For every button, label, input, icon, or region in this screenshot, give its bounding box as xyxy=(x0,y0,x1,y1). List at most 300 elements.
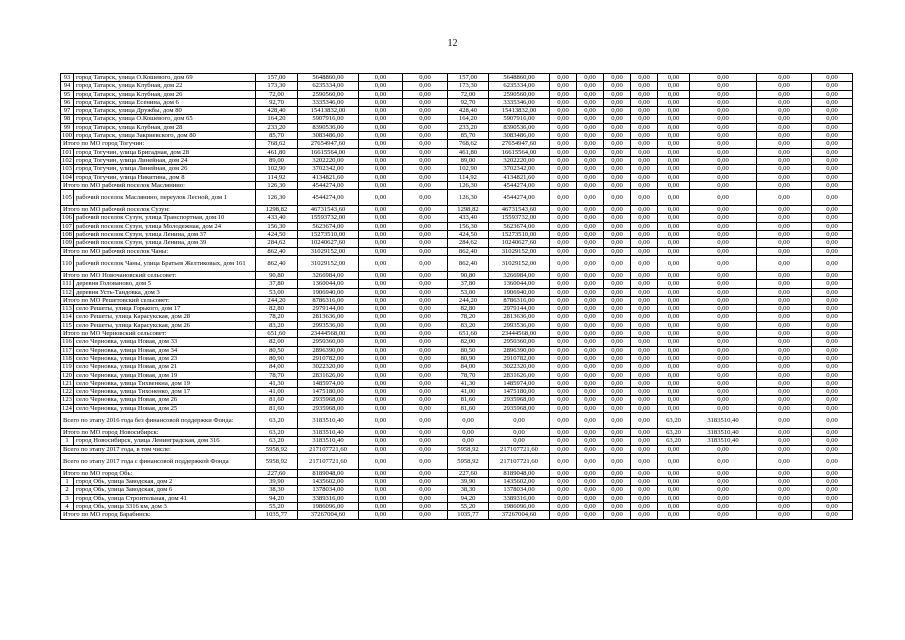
cell-value: 0,00 xyxy=(631,354,658,362)
cell-value: 0,00 xyxy=(550,98,577,106)
cell-value: 0,00 xyxy=(448,437,489,445)
cell-value: 8189048,00 xyxy=(298,469,359,477)
cell-value: 0,00 xyxy=(604,280,631,288)
cell-value: 0,00 xyxy=(658,469,690,477)
cell-value: 233,20 xyxy=(256,123,298,131)
row-address: город Татарск, улица О.Кошевого, дом 69 xyxy=(74,74,256,82)
cell-value: 0,00 xyxy=(631,305,658,313)
cell-value: 114,92 xyxy=(448,173,489,181)
cell-value: 0,00 xyxy=(658,74,690,82)
cell-value: 0,00 xyxy=(631,82,658,90)
cell-value: 78,20 xyxy=(256,313,298,321)
cell-value: 1378034,00 xyxy=(489,486,550,494)
table-row xyxy=(61,321,853,329)
cell-value: 156,30 xyxy=(448,222,489,230)
cell-value: 0,00 xyxy=(403,107,448,115)
cell-value: 0,00 xyxy=(812,486,853,494)
cell-value: 1986096,00 xyxy=(489,503,550,511)
cell-value: 0,00 xyxy=(604,190,631,206)
cell-value: 82,80 xyxy=(448,305,489,313)
cell-value: 0,00 xyxy=(604,453,631,469)
table-row xyxy=(61,445,853,453)
cell-value: 0,00 xyxy=(604,181,631,189)
cell-value: 0,00 xyxy=(577,247,604,255)
cell-value: 0,00 xyxy=(604,511,631,519)
row-address: село Черновка, улица Новая, дом 23 xyxy=(74,354,256,362)
cell-value: 0,00 xyxy=(550,313,577,321)
cell-value: 0,00 xyxy=(690,98,757,106)
cell-value: 0,00 xyxy=(359,346,403,354)
cell-value: 0,00 xyxy=(812,379,853,387)
cell-value: 2813636,00 xyxy=(489,313,550,321)
cell-value: 0,00 xyxy=(403,363,448,371)
cell-value: 0,00 xyxy=(631,371,658,379)
cell-value: 233,20 xyxy=(448,123,489,131)
cell-value: 4134821,60 xyxy=(489,173,550,181)
cell-value: 0,00 xyxy=(577,478,604,486)
cell-value: 0,00 xyxy=(577,445,604,453)
cell-value: 0,00 xyxy=(631,428,658,436)
cell-value: 5623674,00 xyxy=(489,222,550,230)
cell-value: 0,00 xyxy=(550,396,577,404)
cell-value: 4544274,00 xyxy=(489,181,550,189)
cell-value: 1035,77 xyxy=(448,511,489,519)
row-number: 113 xyxy=(62,305,72,313)
housing-program-table xyxy=(60,73,853,520)
cell-value: 0,00 xyxy=(757,173,812,181)
cell-value: 0,00 xyxy=(359,404,403,412)
cell-value: 0,00 xyxy=(577,107,604,115)
cell-value: 0,00 xyxy=(359,181,403,189)
cell-value: 0,00 xyxy=(359,486,403,494)
row-number: 107 xyxy=(62,222,72,230)
cell-value: 0,00 xyxy=(604,330,631,338)
cell-value: 2813636,00 xyxy=(298,313,359,321)
cell-value: 0,00 xyxy=(577,296,604,304)
cell-value: 0,00 xyxy=(359,478,403,486)
cell-value: 0,00 xyxy=(403,445,448,453)
cell-value: 0,00 xyxy=(631,346,658,354)
cell-value: 72,00 xyxy=(448,90,489,98)
row-address: село Черновка, улица Тихоненко, дом 17 xyxy=(74,388,256,396)
row-address: деревня Усть-Тандовка, дом 3 xyxy=(74,288,256,296)
row-address: село Решеты, улица Горького, дом 17 xyxy=(74,305,256,313)
table-row xyxy=(61,338,853,346)
cell-value: 0,00 xyxy=(757,271,812,279)
cell-value: 0,00 xyxy=(604,404,631,412)
cell-value: 0,00 xyxy=(604,428,631,436)
cell-value: 0,00 xyxy=(604,165,631,173)
cell-value: 8390536,00 xyxy=(489,123,550,131)
row-number: 106 xyxy=(62,214,72,222)
row-label: Итого по МО рабочий поселок Чаны: xyxy=(61,247,256,255)
cell-value: 2935968,00 xyxy=(489,396,550,404)
cell-value: 0,00 xyxy=(577,98,604,106)
cell-value: 0,00 xyxy=(757,115,812,123)
cell-value: 1360044,00 xyxy=(298,280,359,288)
cell-value: 0,00 xyxy=(403,82,448,90)
cell-value: 38,30 xyxy=(448,486,489,494)
cell-value: 0,00 xyxy=(631,247,658,255)
cell-value: 0,00 xyxy=(690,379,757,387)
row-address: село Черновка, улица Новая, дом 21 xyxy=(74,363,256,371)
cell-value: 651,60 xyxy=(256,330,298,338)
cell-value: 0,00 xyxy=(812,271,853,279)
cell-value: 0,00 xyxy=(577,469,604,477)
cell-value: 0,00 xyxy=(489,437,550,445)
cell-value: 651,60 xyxy=(448,330,489,338)
row-address: село Решеты, улица Карасукская, дом 26 xyxy=(74,321,256,329)
cell-value: 0,00 xyxy=(550,140,577,148)
cell-value: 0,00 xyxy=(577,428,604,436)
cell-value: 0,00 xyxy=(359,98,403,106)
cell-value: 0,00 xyxy=(757,346,812,354)
row-label: Итого по МО рабочий поселок Сузун: xyxy=(61,206,256,214)
cell-value: 0,00 xyxy=(812,206,853,214)
cell-value: 0,00 xyxy=(550,190,577,206)
cell-value: 0,00 xyxy=(631,404,658,412)
cell-value: 85,70 xyxy=(256,132,298,140)
cell-value: 0,00 xyxy=(757,412,812,428)
table-row xyxy=(61,214,853,222)
cell-value: 0,00 xyxy=(690,494,757,502)
cell-value: 0,00 xyxy=(604,354,631,362)
cell-value: 0,00 xyxy=(403,255,448,271)
cell-value: 0,00 xyxy=(812,437,853,445)
cell-value: 0,00 xyxy=(631,123,658,131)
cell-value: 0,00 xyxy=(550,231,577,239)
cell-value: 0,00 xyxy=(577,412,604,428)
row-number: 119 xyxy=(62,363,72,371)
cell-value: 244,20 xyxy=(256,296,298,304)
cell-value: 0,00 xyxy=(658,90,690,98)
row-number: 103 xyxy=(62,165,72,173)
cell-value: 23444568,00 xyxy=(298,330,359,338)
cell-value: 83,20 xyxy=(448,321,489,329)
cell-value: 0,00 xyxy=(690,296,757,304)
cell-value: 0,00 xyxy=(658,346,690,354)
table-row xyxy=(61,165,853,173)
cell-value: 0,00 xyxy=(577,321,604,329)
cell-value: 0,00 xyxy=(658,239,690,247)
cell-value: 0,00 xyxy=(604,107,631,115)
cell-value: 0,00 xyxy=(812,445,853,453)
cell-value: 0,00 xyxy=(631,445,658,453)
cell-value: 0,00 xyxy=(658,313,690,321)
row-label: Итого по МО Черновский сельсовет: xyxy=(61,330,256,338)
table-row xyxy=(61,280,853,288)
cell-value: 2910782,00 xyxy=(489,354,550,362)
row-address: город Татарск, улица Есенина, дом 6 xyxy=(74,98,256,106)
cell-value: 0,00 xyxy=(757,206,812,214)
cell-value: 0,00 xyxy=(812,503,853,511)
cell-value: 0,00 xyxy=(812,371,853,379)
cell-value: 16615564,00 xyxy=(298,148,359,156)
cell-value: 0,00 xyxy=(690,190,757,206)
row-label: Итого по МО город Тогучин: xyxy=(61,140,256,148)
cell-value: 3266984,00 xyxy=(489,271,550,279)
row-label: Итого по МО город Обь: xyxy=(61,469,256,477)
cell-value: 8786316,00 xyxy=(489,296,550,304)
cell-value: 0,00 xyxy=(690,206,757,214)
cell-value: 0,00 xyxy=(403,239,448,247)
cell-value: 0,00 xyxy=(604,388,631,396)
cell-value: 0,00 xyxy=(359,354,403,362)
cell-value: 80,90 xyxy=(256,354,298,362)
row-number: 104 xyxy=(62,173,72,181)
cell-value: 0,00 xyxy=(604,396,631,404)
cell-value: 0,00 xyxy=(658,486,690,494)
table-row xyxy=(61,206,853,214)
cell-value: 0,00 xyxy=(757,132,812,140)
cell-value: 0,00 xyxy=(359,511,403,519)
row-label: Итого по МО рабочий поселок Масляниио: xyxy=(61,181,256,189)
row-label: Итого по МО Решетовский сельсовет: xyxy=(61,296,256,304)
table-row xyxy=(61,181,853,189)
cell-value: 1435602,00 xyxy=(489,478,550,486)
cell-value: 0,00 xyxy=(690,271,757,279)
cell-value: 0,00 xyxy=(577,354,604,362)
cell-value: 0,00 xyxy=(812,214,853,222)
row-number: 112 xyxy=(62,288,72,296)
cell-value: 0,00 xyxy=(757,478,812,486)
table-row xyxy=(61,388,853,396)
cell-value: 16615564,00 xyxy=(489,148,550,156)
cell-value: 0,00 xyxy=(812,313,853,321)
cell-value: 0,00 xyxy=(550,247,577,255)
cell-value: 0,00 xyxy=(690,222,757,230)
cell-value: 0,00 xyxy=(658,280,690,288)
cell-value: 0,00 xyxy=(757,428,812,436)
cell-value: 0,00 xyxy=(812,453,853,469)
cell-value: 0,00 xyxy=(359,503,403,511)
cell-value: 0,00 xyxy=(631,165,658,173)
cell-value: 0,00 xyxy=(658,388,690,396)
cell-value: 0,00 xyxy=(604,214,631,222)
cell-value: 6235334,00 xyxy=(489,82,550,90)
cell-value: 0,00 xyxy=(631,296,658,304)
row-label: Итого по МО город Новосибирск: xyxy=(61,428,256,436)
cell-value: 0,00 xyxy=(359,115,403,123)
cell-value: 0,00 xyxy=(757,107,812,115)
cell-value: 0,00 xyxy=(604,74,631,82)
cell-value: 0,00 xyxy=(658,98,690,106)
cell-value: 0,00 xyxy=(550,321,577,329)
cell-value: 2831626,00 xyxy=(489,371,550,379)
cell-value: 0,00 xyxy=(577,206,604,214)
cell-value: 0,00 xyxy=(757,330,812,338)
table-row xyxy=(61,98,853,106)
table-row xyxy=(61,354,853,362)
cell-value: 0,00 xyxy=(658,123,690,131)
cell-value: 0,00 xyxy=(359,437,403,445)
cell-value: 0,00 xyxy=(631,469,658,477)
table-row xyxy=(61,428,853,436)
cell-value: 0,00 xyxy=(757,404,812,412)
cell-value: 1906940,00 xyxy=(489,288,550,296)
page-number: 12 xyxy=(447,38,458,49)
cell-value: 0,00 xyxy=(604,478,631,486)
cell-value: 0,00 xyxy=(757,363,812,371)
cell-value: 55,20 xyxy=(448,503,489,511)
cell-value: 0,00 xyxy=(577,346,604,354)
cell-value: 2993536,00 xyxy=(298,321,359,329)
cell-value: 284,62 xyxy=(256,239,298,247)
cell-value: 0,00 xyxy=(812,280,853,288)
cell-value: 0,00 xyxy=(577,148,604,156)
cell-value: 0,00 xyxy=(403,181,448,189)
cell-value: 2590560,00 xyxy=(298,90,359,98)
cell-value: 89,00 xyxy=(256,156,298,164)
cell-value: 0,00 xyxy=(757,305,812,313)
cell-value: 0,00 xyxy=(658,173,690,181)
cell-value: 0,00 xyxy=(757,354,812,362)
cell-value: 3702342,00 xyxy=(298,165,359,173)
cell-value: 0,00 xyxy=(658,363,690,371)
cell-value: 1475180,00 xyxy=(298,388,359,396)
cell-value: 0,00 xyxy=(403,156,448,164)
cell-value: 31029152,00 xyxy=(489,255,550,271)
table-row xyxy=(61,437,853,445)
cell-value: 0,00 xyxy=(359,132,403,140)
cell-value: 0,00 xyxy=(812,140,853,148)
cell-value: 3183510,40 xyxy=(298,428,359,436)
cell-value: 0,00 xyxy=(550,494,577,502)
cell-value: 90,80 xyxy=(448,271,489,279)
cell-value: 0,00 xyxy=(403,165,448,173)
cell-value: 0,00 xyxy=(577,74,604,82)
cell-value: 0,00 xyxy=(403,231,448,239)
cell-value: 0,00 xyxy=(631,115,658,123)
cell-value: 0,00 xyxy=(403,346,448,354)
row-number: 116 xyxy=(62,338,72,346)
cell-value: 0,00 xyxy=(631,140,658,148)
cell-value: 0,00 xyxy=(658,214,690,222)
cell-value: 0,00 xyxy=(577,140,604,148)
table-row xyxy=(61,486,853,494)
cell-value: 27654947,60 xyxy=(298,140,359,148)
cell-value: 0,00 xyxy=(757,148,812,156)
row-address: рабочий поселок Маслянино, переулок Лесной, дом 1 xyxy=(74,190,256,206)
cell-value: 0,00 xyxy=(690,231,757,239)
cell-value: 41,00 xyxy=(448,388,489,396)
table-row xyxy=(61,115,853,123)
cell-value: 0,00 xyxy=(550,346,577,354)
cell-value: 0,00 xyxy=(658,255,690,271)
cell-value: 0,00 xyxy=(448,412,489,428)
cell-value: 2979144,00 xyxy=(298,305,359,313)
cell-value: 0,00 xyxy=(812,190,853,206)
cell-value: 0,00 xyxy=(550,239,577,247)
cell-value: 0,00 xyxy=(812,494,853,502)
cell-value: 0,00 xyxy=(631,494,658,502)
cell-value: 92,70 xyxy=(448,98,489,106)
cell-value: 0,00 xyxy=(658,107,690,115)
row-number: 115 xyxy=(62,321,72,329)
cell-value: 4544274,00 xyxy=(489,190,550,206)
cell-value: 0,00 xyxy=(812,74,853,82)
cell-value: 2590560,00 xyxy=(489,90,550,98)
cell-value: 428,40 xyxy=(448,107,489,115)
cell-value: 768,62 xyxy=(256,140,298,148)
cell-value: 0,00 xyxy=(550,90,577,98)
cell-value: 0,00 xyxy=(359,156,403,164)
cell-value: 0,00 xyxy=(631,107,658,115)
cell-value: 0,00 xyxy=(812,132,853,140)
cell-value: 0,00 xyxy=(757,190,812,206)
cell-value: 80,50 xyxy=(256,346,298,354)
cell-value: 0,00 xyxy=(550,478,577,486)
cell-value: 0,00 xyxy=(577,156,604,164)
cell-value: 3335346,00 xyxy=(489,98,550,106)
cell-value: 0,00 xyxy=(550,445,577,453)
cell-value: 0,00 xyxy=(577,90,604,98)
cell-value: 0,00 xyxy=(690,239,757,247)
table-row xyxy=(61,330,853,338)
cell-value: 0,00 xyxy=(550,428,577,436)
cell-value: 3083486,00 xyxy=(489,132,550,140)
cell-value: 0,00 xyxy=(631,156,658,164)
row-number: 110 xyxy=(61,255,74,271)
cell-value: 0,00 xyxy=(690,156,757,164)
cell-value: 0,00 xyxy=(812,165,853,173)
cell-value: 0,00 xyxy=(812,231,853,239)
row-number: 99 xyxy=(61,123,74,131)
cell-value: 0,00 xyxy=(403,214,448,222)
cell-value: 217107721,60 xyxy=(489,445,550,453)
cell-value: 0,00 xyxy=(604,115,631,123)
table-row xyxy=(61,412,853,428)
cell-value: 0,00 xyxy=(757,231,812,239)
cell-value: 0,00 xyxy=(577,190,604,206)
row-address: село Черновка, улица Новая, дом 33 xyxy=(74,338,256,346)
cell-value: 0,00 xyxy=(359,173,403,181)
table-row xyxy=(61,469,853,477)
row-number: 101 xyxy=(62,148,72,156)
cell-value: 3202220,00 xyxy=(298,156,359,164)
cell-value: 0,00 xyxy=(690,338,757,346)
cell-value: 84,00 xyxy=(256,363,298,371)
table-row xyxy=(61,140,853,148)
cell-value: 0,00 xyxy=(690,313,757,321)
cell-value: 862,40 xyxy=(256,247,298,255)
row-address: город Татарск, улица Клубная, дом 22 xyxy=(74,82,256,90)
cell-value: 0,00 xyxy=(604,313,631,321)
cell-value: 0,00 xyxy=(812,288,853,296)
cell-value: 0,00 xyxy=(550,486,577,494)
cell-value: 0,00 xyxy=(604,132,631,140)
row-number: 94 xyxy=(61,82,74,90)
cell-value: 0,00 xyxy=(658,132,690,140)
cell-value: 0,00 xyxy=(359,222,403,230)
cell-value: 217107721,60 xyxy=(298,453,359,469)
cell-value: 3202220,00 xyxy=(489,156,550,164)
cell-value: 0,00 xyxy=(577,453,604,469)
cell-value: 0,00 xyxy=(757,494,812,502)
cell-value: 0,00 xyxy=(403,148,448,156)
cell-value: 0,00 xyxy=(359,305,403,313)
cell-value: 0,00 xyxy=(658,82,690,90)
table-row xyxy=(61,288,853,296)
cell-value: 5958,92 xyxy=(448,453,489,469)
cell-value: 0,00 xyxy=(403,222,448,230)
cell-value: 0,00 xyxy=(403,437,448,445)
cell-value: 0,00 xyxy=(690,478,757,486)
cell-value: 0,00 xyxy=(577,305,604,313)
cell-value: 0,00 xyxy=(577,239,604,247)
cell-value: 0,00 xyxy=(631,478,658,486)
cell-value: 0,00 xyxy=(403,478,448,486)
